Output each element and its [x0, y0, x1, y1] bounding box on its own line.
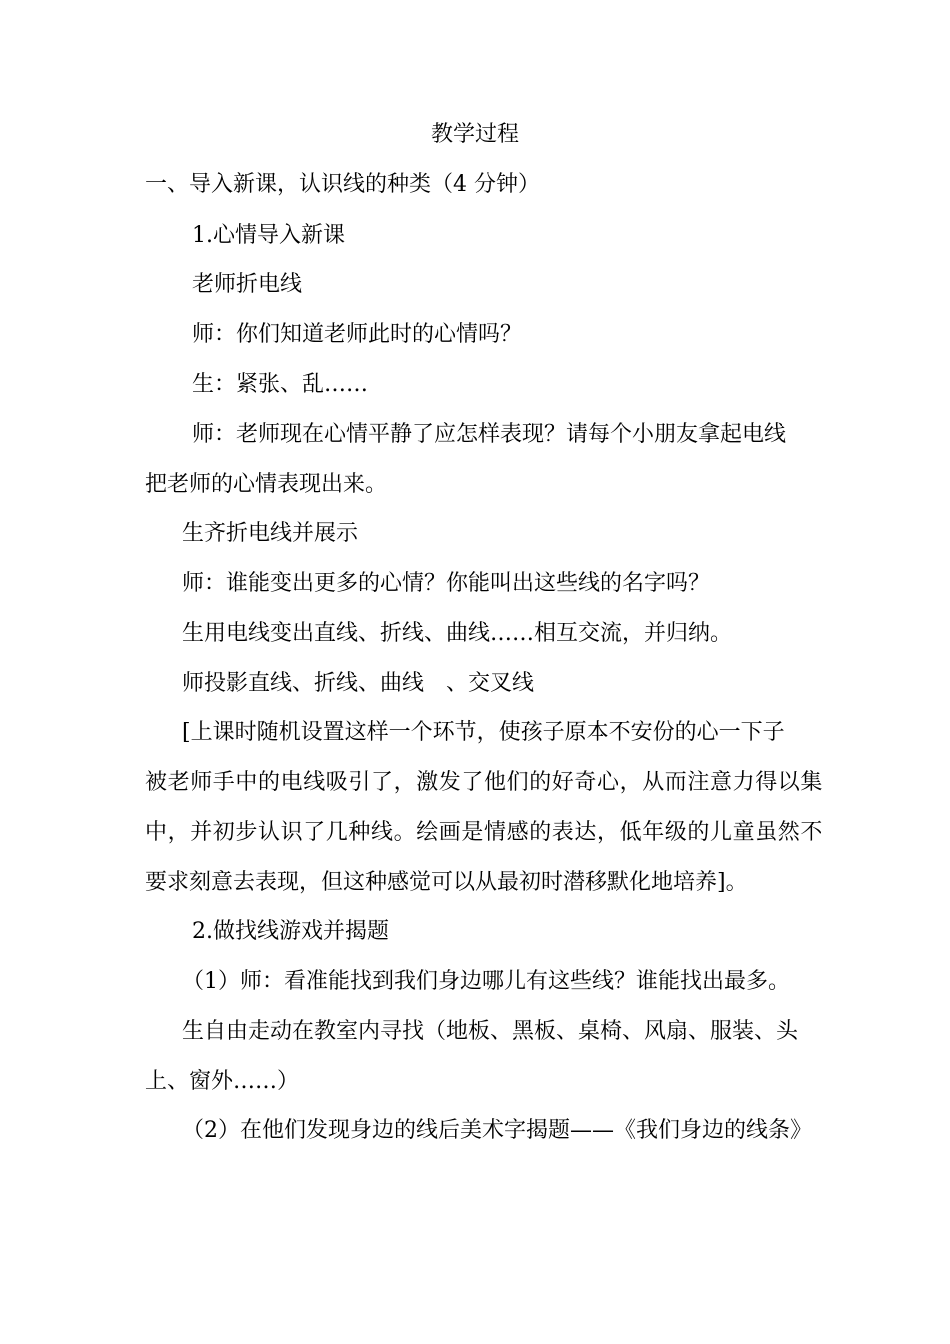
section-heading: 一、导入新课，认识线的种类（4 分钟）: [145, 172, 540, 197]
dialogue-line: 师：你们知道老师此时的心情吗？: [192, 322, 523, 347]
subsection-heading: 2.做找线游戏并揭题: [192, 919, 389, 944]
paragraph-line: 师投影直线、折线、曲线 、交叉线: [182, 671, 535, 696]
dialogue-line: 生：紧张、乱……: [192, 372, 369, 397]
paragraph-line: （2）在他们发现身边的线后美术字揭题——《我们身边的线条》: [182, 1118, 812, 1143]
commentary-line: 中，并初步认识了几种线。绘画是情感的表达，低年级的儿童虽然不: [145, 820, 824, 845]
commentary-line: 被老师手中的电线吸引了，激发了他们的好奇心，从而注意力得以集: [145, 770, 824, 795]
dialogue-line-continuation: 把老师的心情表现出来。: [145, 472, 388, 497]
paragraph-line: 生齐折电线并展示: [182, 521, 359, 546]
dialogue-line: 师：老师现在心情平静了应怎样表现？请每个小朋友拿起电线: [192, 422, 787, 447]
paragraph-line: 老师折电线: [192, 272, 303, 297]
commentary-line: [上课时随机设置这样一个环节，使孩子原本不安份的心一下子: [182, 720, 785, 745]
dialogue-line: （1）师：看准能找到我们身边哪儿有这些线？谁能找出最多。: [182, 969, 790, 994]
document-title: 教学过程: [430, 122, 519, 147]
subsection-heading: 1.心情导入新课: [192, 223, 345, 248]
commentary-line: 要求刻意去表现，但这种感觉可以从最初时潜移默化地培养]。: [145, 870, 748, 895]
dialogue-line: 师：谁能变出更多的心情？你能叫出这些线的名字吗？: [182, 571, 711, 596]
paragraph-line-continuation: 上、窗外……）: [145, 1069, 300, 1094]
paragraph-line: 生用电线变出直线、折线、曲线……相互交流，并归纳。: [182, 621, 733, 646]
paragraph-line: 生自由走动在教室内寻找（地板、黑板、桌椅、风扇、服装、头: [182, 1019, 799, 1044]
